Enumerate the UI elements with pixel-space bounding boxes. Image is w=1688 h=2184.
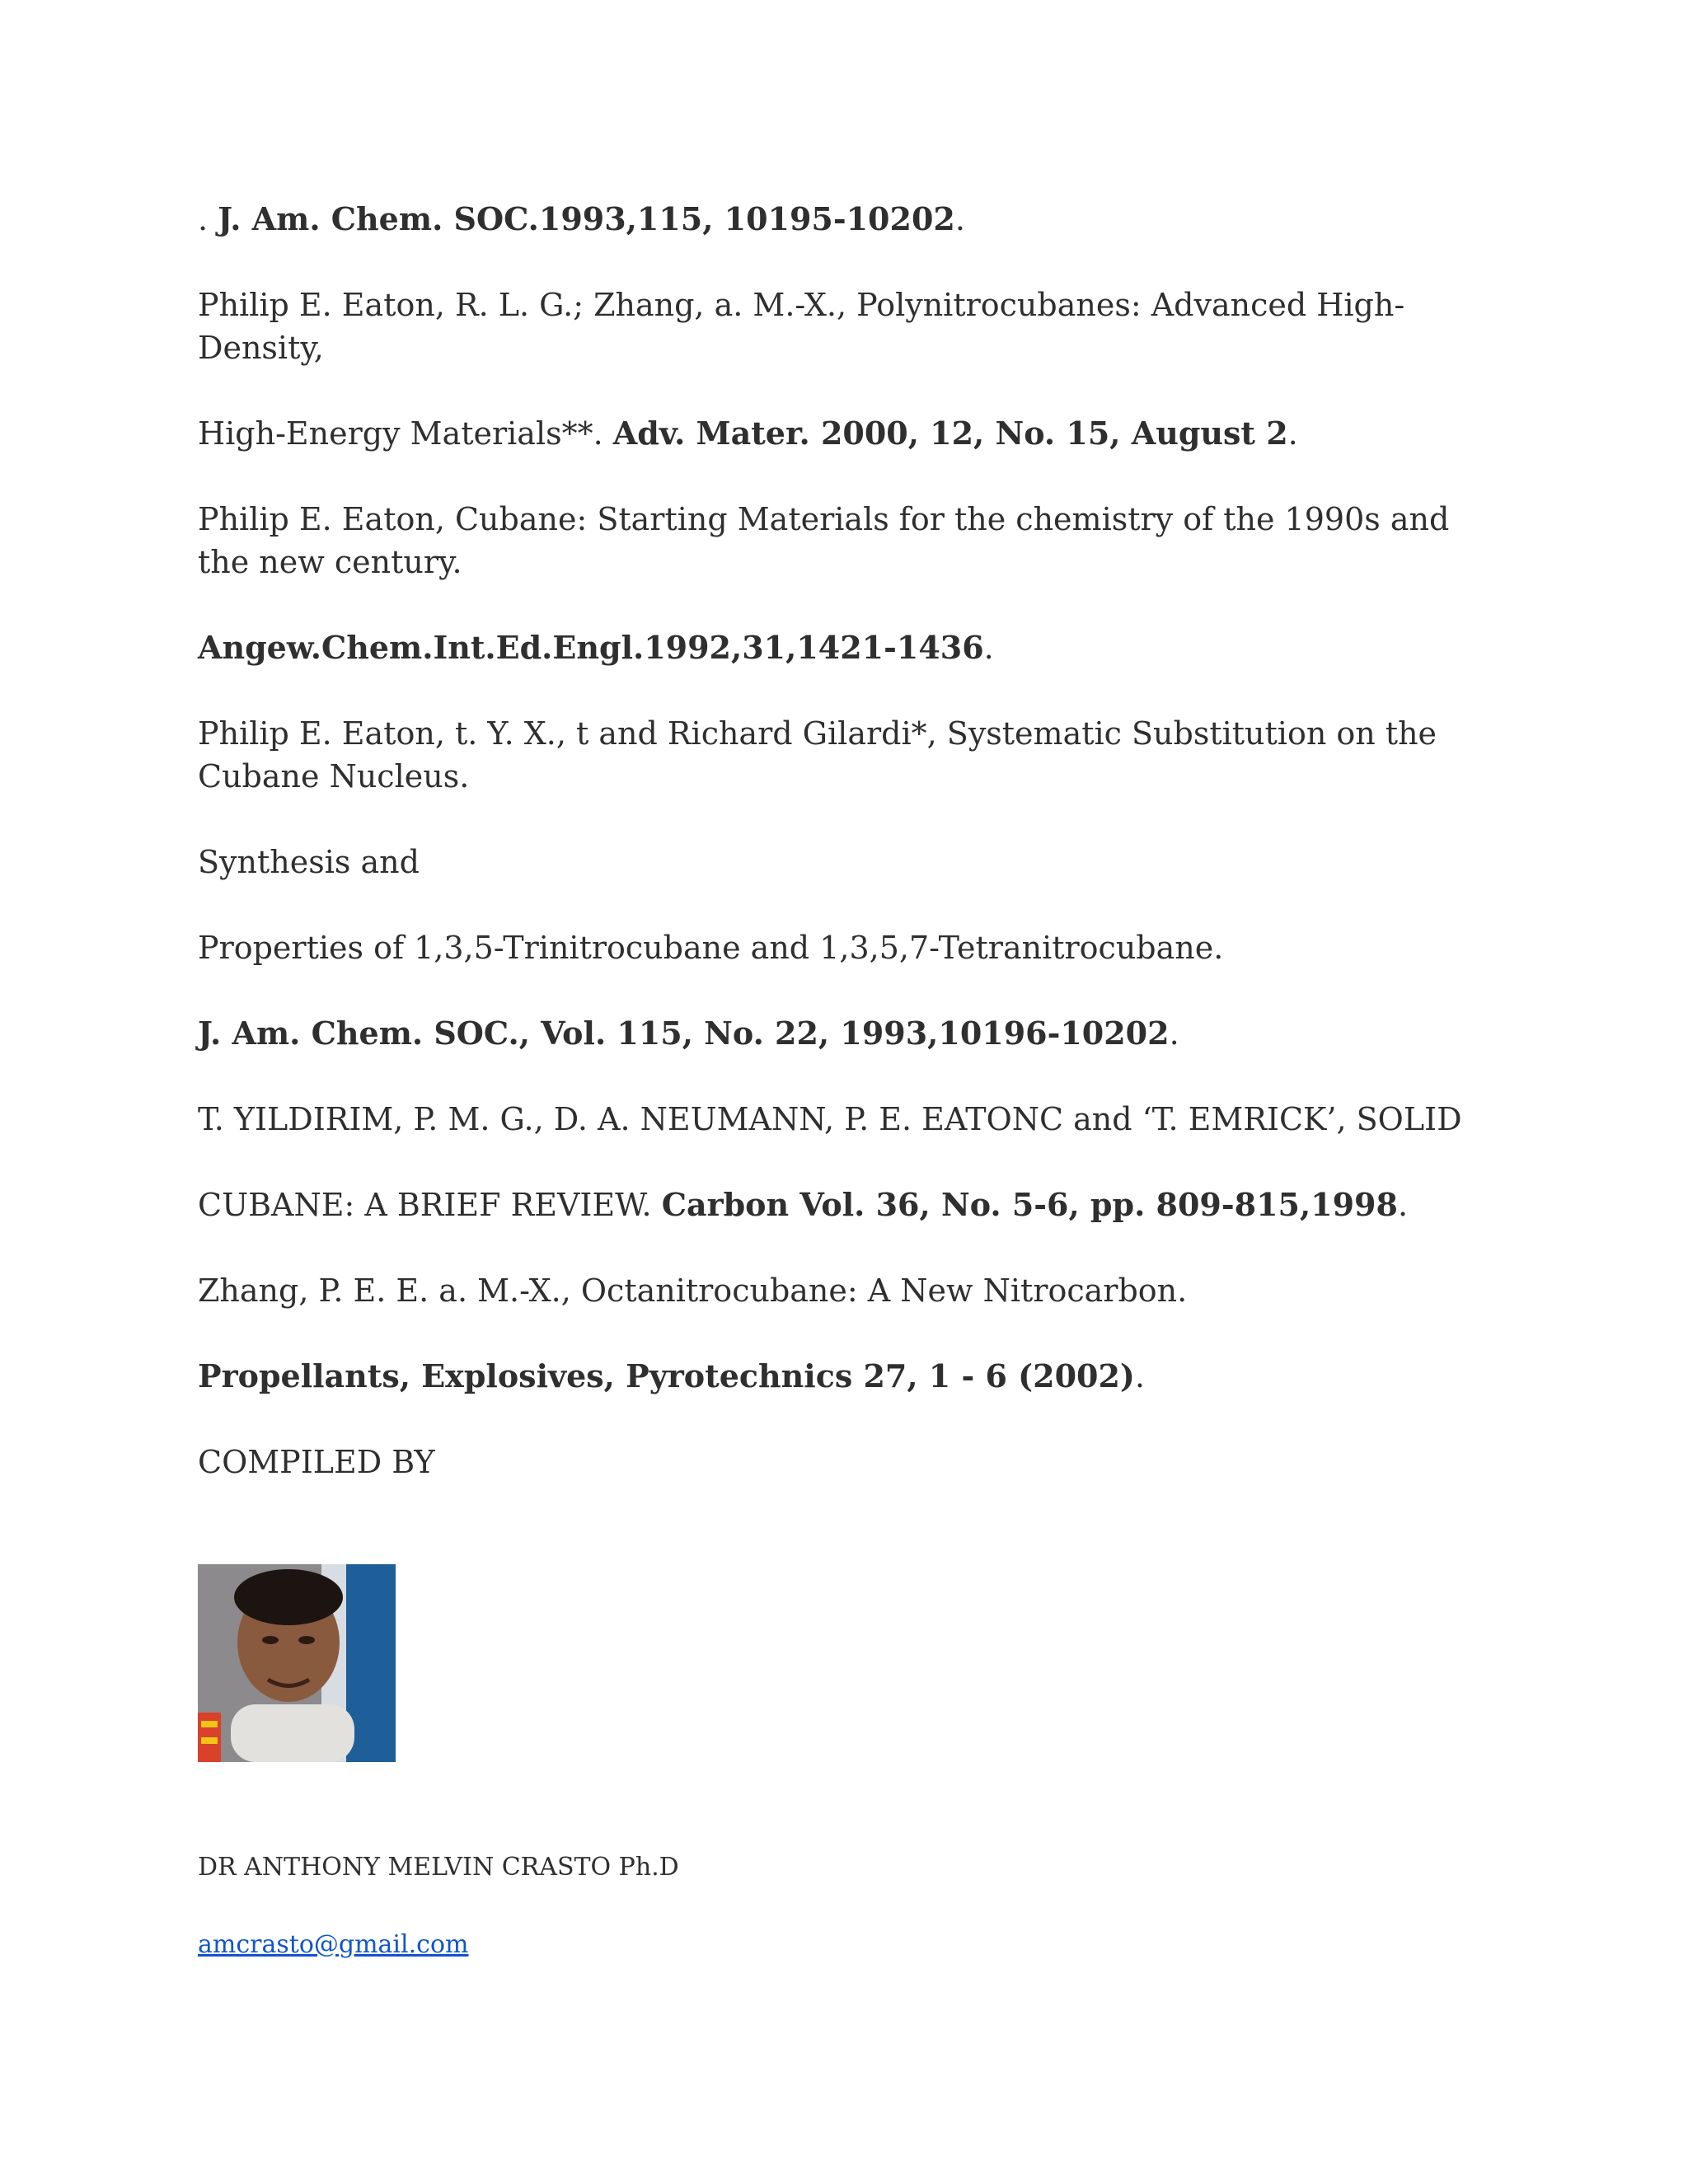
portrait-image xyxy=(198,1564,396,1762)
reference-line: Synthesis and xyxy=(198,844,420,880)
reference-line: CUBANE: A BRIEF REVIEW. Carbon Vol. 36, No. 5-6, pp. 809-815,1998. xyxy=(198,1186,1409,1223)
reference-line: Propellants, Explosives, Pyrotechnics 27, 1 - 6 (2002). xyxy=(198,1357,1145,1394)
author-photo xyxy=(198,1564,396,1762)
compiled-by-label: COMPILED BY xyxy=(198,1444,435,1480)
reference-line: High-Energy Materials**. Adv. Mater. 2000, 12, No. 15, August 2. xyxy=(198,415,1298,452)
reference-line: . J. Am. Chem. SOC.1993,115, 10195-10202. xyxy=(198,200,965,237)
compiler-name: DR ANTHONY MELVIN CRASTO Ph.D xyxy=(198,1853,679,1882)
reference-line: Philip E. Eaton, t. Y. X., t and Richard Gilardi*, Systematic Substitution on the Cubane Nucleus. xyxy=(198,715,1437,794)
reference-line: Zhang, P. E. E. a. M.-X., Octanitrocubane: A New Nitrocarbon. xyxy=(198,1272,1188,1309)
reference-list xyxy=(198,198,1500,1526)
reference-line: Philip E. Eaton, Cubane: Starting Materials for the chemistry of the 1990s and the new century. xyxy=(198,501,1450,580)
reference-line: Angew.Chem.Int.Ed.Engl.1992,31,1421-1436. xyxy=(198,629,994,666)
reference-line: T. YILDIRIM, P. M. G., D. A. NEUMANN, P. E. EATONC and ‘T. EMRICK’, SOLID xyxy=(198,1101,1462,1137)
reference-line: Philip E. Eaton, R. L. G.; Zhang, a. M.-X., Polynitrocubanes: Advanced High-Density, xyxy=(198,287,1405,366)
reference-line: Properties of 1,3,5-Trinitrocubane and 1,3,5,7-Tetranitrocubane. xyxy=(198,930,1224,966)
compiler-email-link[interactable]: amcrasto@gmail.com xyxy=(198,1930,469,1959)
reference-line: J. Am. Chem. SOC., Vol. 115, No. 22, 1993,10196-10202. xyxy=(198,1015,1179,1052)
